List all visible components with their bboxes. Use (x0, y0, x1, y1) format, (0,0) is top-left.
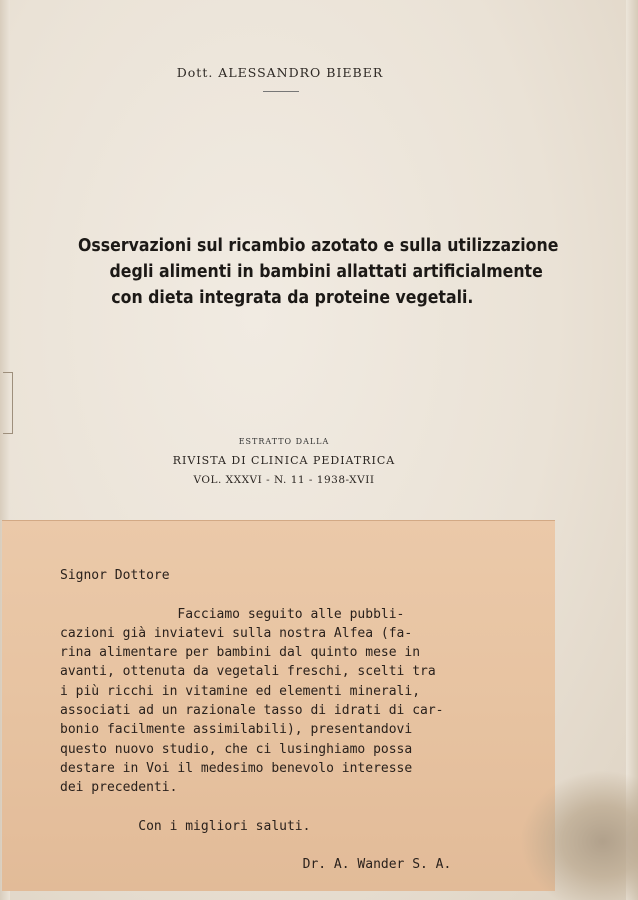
letter-signature: Dr. A. Wander S. A. (60, 857, 452, 873)
title-line-2: degli alimenti in bambini allattati artificialmente (109, 262, 543, 282)
letter-line: i più ricchi in vitamine ed elementi minerali, (60, 683, 421, 699)
page-right-edge (626, 0, 638, 900)
letter-line: dei precedenti. (60, 780, 178, 796)
attached-letter (2, 520, 555, 891)
binding-mark (3, 372, 13, 434)
volume-info: VOL. XXXVI - N. 11 - 1938-XVII (193, 474, 375, 486)
letter-line: questo nuovo studio, che ci lusinghiamo possa (60, 741, 413, 757)
document-title (78, 233, 559, 311)
letter-text (60, 566, 451, 875)
paper-stain (520, 770, 638, 900)
journal-name: RIVISTA DI CLINICA PEDIATRICA (172, 454, 396, 467)
title-line-3: con dieta integrata da proteine vegetali. (111, 288, 474, 308)
letter-line: Con i migliori saluti. (60, 818, 311, 834)
letter-line: bonio facilmente assimilabili), presentandovi (60, 722, 413, 738)
letter-line: associati ad un razionale tasso di idrati di car- (60, 703, 444, 719)
extract-label: ESTRATTO DALLA (238, 437, 330, 446)
letter-line: Facciamo seguito alle pubbli- (60, 606, 405, 622)
letter-line: destare in Voi il medesimo benevolo interesse (60, 760, 413, 776)
author-name: Dott. ALESSANDRO BIEBER (176, 65, 384, 80)
letter-line: avanti, ottenuta da vegetali freschi, scelti tra (60, 664, 436, 680)
letter-line: cazioni già inviatevi sulla nostra Alfea (fa- (60, 625, 413, 641)
letter-line: rina alimentare per bambini dal quinto mese in (60, 645, 421, 661)
letter-line: Signor Dottore (60, 568, 170, 583)
title-line-1: Osservazioni sul ricambio azotato e sulla utilizzazione (78, 236, 559, 256)
author-rule (263, 91, 299, 92)
